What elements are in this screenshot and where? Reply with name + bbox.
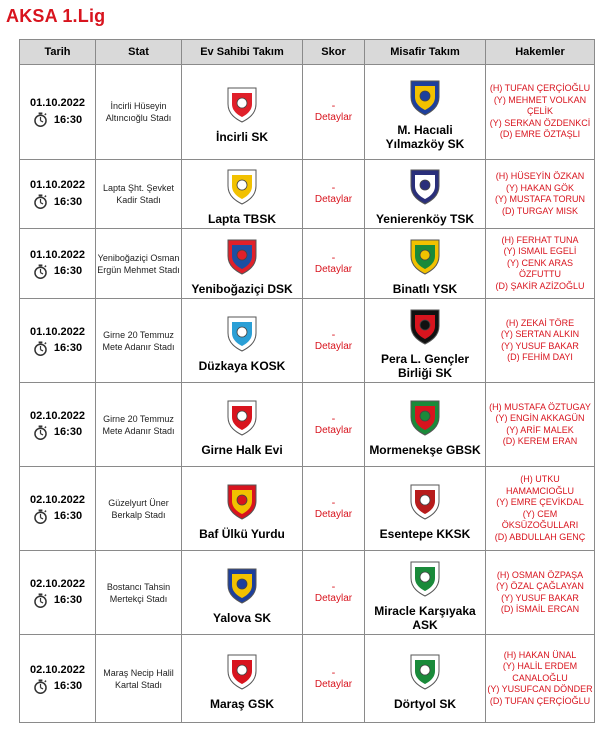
referees-cell <box>486 551 595 635</box>
date-cell <box>20 383 96 467</box>
home-team-name[interactable]: Yalova SK <box>212 610 272 625</box>
stadium-name: Bostancı Tahsin Mertekçi Stadı <box>96 551 182 635</box>
referee-name: (Y) YUSUF BAKAR <box>501 592 579 603</box>
match-time: 16:30 <box>53 594 83 606</box>
match-score: - <box>331 100 336 112</box>
league-title: AKSA 1.Lig <box>6 6 106 26</box>
referee-name: (H) MUSTAFA ÖZTUGAY <box>489 401 591 412</box>
home-team-crest-icon <box>222 397 262 437</box>
match-score: - <box>331 182 336 194</box>
referee-name: (D) İSMAİL ERCAN <box>500 604 580 614</box>
score-cell <box>303 467 365 551</box>
home-team-name[interactable]: Düzkaya KOSK <box>198 358 286 373</box>
match-date: 02.10.2022 <box>29 409 86 422</box>
home-team-cell[interactable] <box>182 467 303 551</box>
away-team-cell[interactable] <box>365 65 486 160</box>
home-team-name[interactable]: Yeniboğaziçi DSK <box>191 281 293 296</box>
home-team-cell[interactable] <box>182 635 303 723</box>
match-score: - <box>331 580 336 593</box>
details-link[interactable]: Detaylar <box>314 592 353 604</box>
stopwatch-icon <box>33 425 48 440</box>
match-date: 02.10.2022 <box>29 493 86 506</box>
referee-name: (H) HAKAN ÜNAL <box>503 649 577 660</box>
away-team-cell[interactable] <box>365 383 486 467</box>
match-time: 16:30 <box>53 195 83 208</box>
referee-name: (Y) YUSUFCAN DÖNDER <box>487 684 593 695</box>
away-team-name[interactable]: Pera L. Gençler Birliği SK <box>380 351 470 380</box>
stopwatch-icon <box>33 679 48 694</box>
stopwatch-icon <box>33 341 48 356</box>
match-score: - <box>331 251 336 264</box>
referee-name: (Y) ARİF MALEK <box>506 424 574 435</box>
stopwatch-icon <box>33 593 48 608</box>
match-date: 02.10.2022 <box>29 577 86 590</box>
home-team-cell[interactable] <box>182 65 303 160</box>
referee-name: (D) ABDULLAH GENÇ <box>494 531 586 542</box>
table-row <box>20 229 595 299</box>
referee-name: (H) FERHAT TUNA <box>501 234 579 245</box>
stopwatch-icon <box>33 194 48 209</box>
stadium-name: Lapta Şht. Şevket Kadir Stadı <box>96 160 182 229</box>
home-team-crest-icon <box>222 481 262 521</box>
referee-name: (H) HÜSEYİN ÖZKAN <box>495 171 585 181</box>
referee-name: (Y) MUSTAFA TORUN <box>494 194 585 204</box>
referee-name: (H) UTKU HAMAMCIOĞLU <box>505 474 574 496</box>
home-team-name[interactable]: Baf Ülkü Yurdu <box>199 526 285 541</box>
score-cell <box>303 65 365 160</box>
match-time: 16:30 <box>53 510 83 522</box>
referees-cell <box>486 299 595 383</box>
home-team-crest-icon <box>222 236 262 276</box>
details-link[interactable]: Detaylar <box>314 263 353 275</box>
home-team-name[interactable]: Girne Halk Evi <box>201 442 283 457</box>
referees-cell <box>486 635 595 723</box>
referees-cell <box>486 160 595 229</box>
table-row <box>20 160 595 229</box>
date-cell <box>20 65 96 160</box>
table-row <box>20 383 595 467</box>
away-team-cell[interactable] <box>365 467 486 551</box>
referee-name: (Y) HAKAN GÖK <box>505 182 574 193</box>
score-cell <box>303 160 365 229</box>
away-team-name[interactable]: Miracle Karşıyaka ASK <box>374 603 476 632</box>
details-link[interactable]: Detaylar <box>314 340 353 352</box>
details-link[interactable]: Detaylar <box>314 678 353 690</box>
referee-name: (D) TUFAN ÇERÇİOĞLU <box>489 695 591 706</box>
table-row <box>20 551 595 635</box>
date-cell <box>20 551 96 635</box>
home-team-name[interactable]: İncirli SK <box>215 130 268 144</box>
away-team-cell[interactable] <box>365 229 486 299</box>
match-time: 16:30 <box>53 342 83 354</box>
table-row <box>20 299 595 383</box>
header-away-team: Misafir Takım <box>365 40 486 65</box>
referee-name: (H) ZEKAİ TÖRE <box>505 317 575 328</box>
away-team-crest-icon <box>405 166 445 206</box>
referee-name: (Y) HALİL ERDEM CANALOĞLU <box>502 661 578 683</box>
match-date: 01.10.2022 <box>29 248 86 261</box>
stadium-name: Girne 20 Temmuz Mete Adanır Stadı <box>96 299 182 383</box>
date-cell <box>20 635 96 723</box>
date-cell <box>20 467 96 551</box>
table-row <box>20 635 595 723</box>
match-date: 02.10.2022 <box>29 663 86 676</box>
home-team-cell[interactable] <box>182 160 303 229</box>
score-cell <box>303 299 365 383</box>
away-team-crest-icon <box>405 306 445 346</box>
home-team-cell[interactable] <box>182 229 303 299</box>
referee-name: (H) TUFAN ÇERÇİOĞLU <box>489 83 591 94</box>
referees-cell <box>486 467 595 551</box>
match-score: - <box>331 328 336 341</box>
details-link[interactable]: Detaylar <box>314 194 353 205</box>
date-cell <box>20 229 96 299</box>
stadium-name: Güzelyurt Üner Berkalp Stadı <box>96 467 182 551</box>
referee-name: (Y) SERTAN ALKIN <box>500 329 580 339</box>
header-score: Skor <box>303 40 365 65</box>
stadium-name: Maraş Necip Halil Kartal Stadı <box>96 635 182 723</box>
away-team-cell[interactable] <box>365 160 486 229</box>
score-cell <box>303 551 365 635</box>
stadium-name: Yeniboğaziçi Osman Ergün Mehmet Stadı <box>96 229 182 299</box>
table-header-row <box>20 40 595 65</box>
match-date: 01.10.2022 <box>29 179 86 191</box>
score-cell <box>303 229 365 299</box>
stadium-name: Girne 20 Temmuz Mete Adanır Stadı <box>96 383 182 467</box>
away-team-cell[interactable] <box>365 299 486 383</box>
away-team-crest-icon <box>405 558 445 598</box>
stopwatch-icon <box>33 264 48 279</box>
referee-name: (D) TURGAY MISK <box>501 205 578 216</box>
referee-name: (Y) ENGİN AKKAGÜN <box>495 413 585 423</box>
score-cell <box>303 383 365 467</box>
stadium-name: İncirli Hüseyin Altıncıoğlu Stadı <box>96 65 182 160</box>
table-row <box>20 467 595 551</box>
home-team-crest-icon <box>222 313 262 353</box>
referees-cell <box>486 65 595 160</box>
score-cell <box>303 635 365 723</box>
header-referees: Hakemler <box>486 40 595 65</box>
header-date: Tarih <box>20 40 96 65</box>
referee-name: (D) FEHİM DAYI <box>507 352 573 362</box>
match-score: - <box>331 666 336 679</box>
home-team-crest-icon <box>222 166 262 206</box>
home-team-crest-icon <box>222 565 262 605</box>
home-team-cell[interactable] <box>182 383 303 467</box>
date-cell <box>20 160 96 229</box>
home-team-cell[interactable] <box>182 299 303 383</box>
referee-name: (D) EMRE ÖZTAŞLI <box>499 129 581 140</box>
away-team-crest-icon <box>405 77 445 117</box>
referee-name: (Y) YUSUF BAKAR <box>501 340 579 351</box>
header-home-team: Ev Sahibi Takım <box>182 40 303 65</box>
referee-name: (H) OSMAN ÖZPAŞA <box>496 569 584 580</box>
referee-name: (Y) EMRE ÇEVİKDAL <box>496 497 584 507</box>
match-score: - <box>331 412 336 425</box>
referee-name: (D) ŞAKİR AZİZOĞLU <box>495 280 585 291</box>
fixtures-table <box>19 39 595 723</box>
away-team-name[interactable]: Mormenekşe GBSK <box>369 442 481 457</box>
stopwatch-icon <box>33 112 48 127</box>
referees-cell <box>486 383 595 467</box>
away-team-name[interactable]: Yenierenköy TSK <box>375 212 475 226</box>
header-stadium: Stat <box>96 40 182 65</box>
match-score: - <box>331 496 336 509</box>
match-date: 01.10.2022 <box>29 325 86 338</box>
referee-name: (Y) ÖZAL ÇAĞLAYAN <box>496 581 584 591</box>
away-team-crest-icon <box>405 236 445 276</box>
match-date: 01.10.2022 <box>29 97 86 109</box>
referee-name: (Y) CENK ARAS ÖZFUTTU <box>506 257 573 280</box>
away-team-cell[interactable] <box>365 635 486 723</box>
referee-name: (Y) ISMAIL EGELİ <box>503 246 577 257</box>
home-team-crest-icon <box>222 84 262 124</box>
home-team-name[interactable]: Maraş GSK <box>209 696 275 711</box>
match-time: 16:30 <box>53 426 83 438</box>
away-team-name[interactable]: Binatlı YSK <box>392 281 458 296</box>
referee-name: (D) KEREM ERAN <box>502 436 578 446</box>
away-team-cell[interactable] <box>365 551 486 635</box>
match-time: 16:30 <box>53 265 83 277</box>
referees-cell <box>486 229 595 299</box>
away-team-crest-icon <box>405 651 445 691</box>
home-team-cell[interactable] <box>182 551 303 635</box>
match-time: 16:30 <box>53 680 83 692</box>
details-link[interactable]: Detaylar <box>314 112 353 123</box>
details-link[interactable]: Detaylar <box>314 508 353 520</box>
date-cell <box>20 299 96 383</box>
match-time: 16:30 <box>53 113 83 126</box>
away-team-crest-icon <box>405 481 445 521</box>
away-team-name[interactable]: Esentepe KKSK <box>379 526 471 541</box>
home-team-name[interactable]: Lapta TBSK <box>207 212 276 226</box>
away-team-crest-icon <box>405 397 445 437</box>
home-team-crest-icon <box>222 651 262 691</box>
referee-name: (Y) MEHMET VOLKAN ÇELİK <box>493 94 587 117</box>
referee-name: (Y) CEM ÖKSÜZOĞULLARI <box>501 508 579 530</box>
away-team-name[interactable]: M. Hacıali Yılmazköy SK <box>385 123 465 151</box>
referee-name: (Y) SERKAN ÖZDENKCİ <box>489 117 591 128</box>
details-link[interactable]: Detaylar <box>314 424 353 436</box>
away-team-name[interactable]: Dörtyol SK <box>393 696 456 711</box>
stopwatch-icon <box>33 509 48 524</box>
table-row <box>20 65 595 160</box>
